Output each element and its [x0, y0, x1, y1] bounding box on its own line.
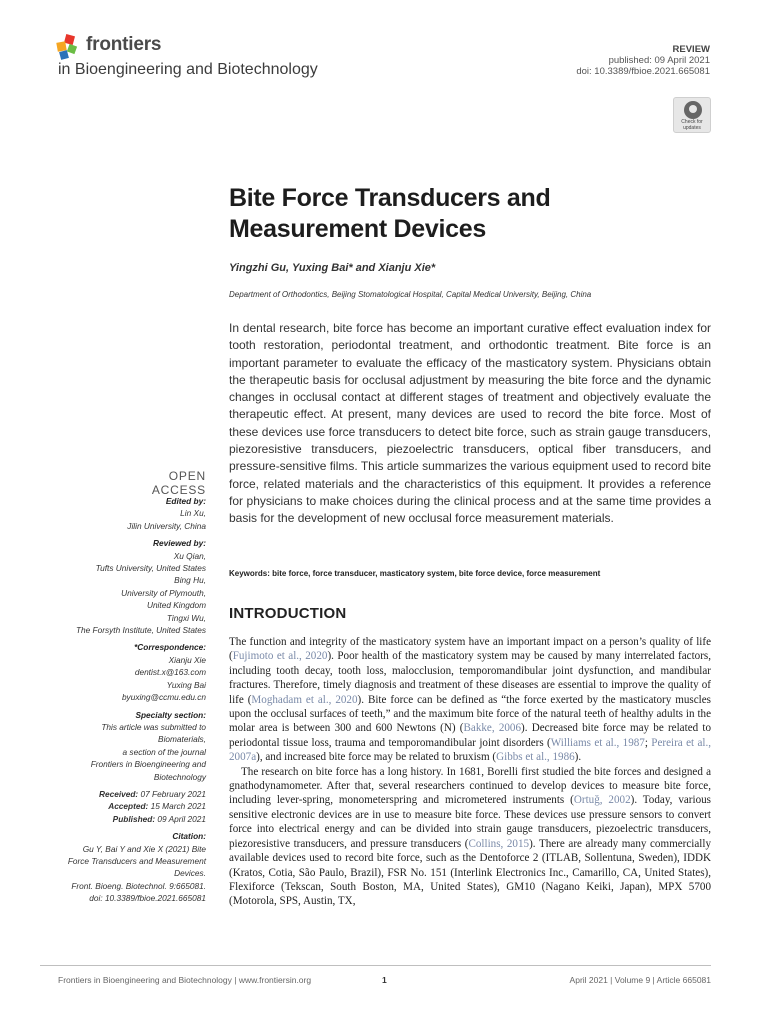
footer-issue-info: April 2021 | Volume 9 | Article 665081 — [569, 975, 711, 985]
citation-link[interactable]: Ortuğ, 2002 — [573, 794, 631, 807]
citation-section — [40, 830, 206, 904]
body-text-run: ; — [644, 736, 652, 749]
article-title: Bite Force Transducers and Measurement Devices — [229, 184, 551, 243]
edited-by-section — [40, 495, 206, 532]
published-label: Published: — [112, 813, 156, 824]
author-list[interactable]: Yingzhi Gu, Yuxing Bai* and Xianju Xie* — [229, 262, 436, 274]
brand-name: frontiers — [86, 34, 162, 55]
reviewer-line: The Forsyth Institute, United States — [75, 625, 206, 636]
correspondence-line: Yuxing Bai — [166, 679, 206, 690]
reviewer-line: Tingxi Wu, — [166, 612, 206, 623]
author-affiliation: Department of Orthodontics, Beijing Stomatological Hospital, Capital Medical University, Beijing, China — [229, 290, 592, 299]
citation-link[interactable]: Moghadam et al., 2020 — [251, 693, 358, 706]
published-date-sidebar — [40, 813, 206, 825]
footer-divider — [40, 965, 711, 966]
reviewer-line: United Kingdom — [146, 600, 206, 611]
reviewer-line: Tufts University, United States — [95, 563, 206, 574]
citation-doi[interactable]: doi: 10.3389/fbioe.2021.665081 — [89, 893, 206, 904]
section-heading: INTRODUCTION — [229, 605, 347, 622]
citation-link[interactable]: Gibbs et al., 1986 — [496, 751, 575, 764]
received-value: 07 February 2021 — [140, 788, 206, 799]
body-text-run: ), and increased bite force may be related to bruxism ( — [256, 751, 497, 764]
body-paragraph — [229, 635, 711, 765]
specialty-label: Specialty section: — [135, 709, 206, 720]
body-text-run: ). Poor health of the masticatory system may be caused by many interrelated factors, including tooth decay, tooth loss, malocclusion, temporomandibular joint dysfunction, and mandibular fractures. Therefore, timely diagnosis and treatment of these diseases are essential to improve the quality of life ( — [229, 650, 711, 706]
article-meta — [576, 44, 710, 77]
article-type: REVIEW — [672, 44, 710, 55]
accepted-value: 15 March 2021 — [150, 801, 206, 812]
reviewer-line: Bing Hu, — [174, 575, 206, 586]
accepted-date — [40, 800, 206, 812]
published-value: 09 April 2021 — [157, 813, 206, 824]
specialty-line: Biomaterials, — [158, 734, 206, 745]
correspondence-email[interactable]: byuxing@ccmu.edu.cn — [121, 692, 206, 703]
body-text-run: ). There are already many commercially available devices used to record bite force, such as the Dentoforce 2 (ITLAB, Sollentuna, Sweden), IDDK (Kratos, Cotia, São Paulo, Brazil), FSR No. 151 (Interlink Electronics Inc., Camarillo, CA, United States), Flexiforce (Tekscan, South Boston, MA, United States), GM10 (Nagano Keiki, Japan), MPX 5700 (Motorola, SPS, Austin, TX, — [229, 837, 711, 908]
article-doi[interactable]: doi: 10.3389/fbioe.2021.665081 — [576, 66, 710, 77]
abstract-text: In dental research, bite force has become an important curative effect evaluation index for tooth restoration, periodontal treatment, and orthodontic treatment. Bite force is an important parameter to evaluate the efficacy of the masticatory system. Physicians obtain the therapeutic basis for occlusal adjustment by measuring the bite force and the dynamic changes in occlusal contact at different stages of treatment and objectively evaluate the therapeutic effect. At present, many devices are used to record the bite force. Most of these devices use force transducers to detect bite force, such as strain gauge transducers, piezoresistive transducers, piezoelectric transducers, optical fiber transducers, and pressure-sensitive films. This article summarizes the various equipment used to record bite force, related materials and the characteristics of this equipment. It provides a reference for physicians to make choices during the clinical process and at the same time provides a basis for the development of new occlusal force measurement materials. — [229, 321, 711, 526]
body-text-run: ). Today, various sensitive electronic devices are in use to measure bite force. These devices use pressure sensors to convert force into electrical energy and can be divided into strain gauge transducers, piezoelectric transducers, piezoresistive transducers, and pressure transducers ( — [229, 794, 711, 850]
updates-icon — [684, 101, 702, 119]
citation-link[interactable]: Williams et al., 1987 — [550, 736, 645, 749]
specialty-line: Frontiers in Bioengineering and — [90, 759, 206, 770]
check-for-updates-button[interactable] — [673, 97, 711, 133]
received-date — [40, 788, 206, 800]
accepted-label: Accepted: — [108, 801, 149, 812]
citation-link[interactable]: Bakke, 2006 — [463, 722, 522, 735]
received-label: Received: — [98, 788, 139, 799]
edited-by-label: Edited by: — [165, 496, 206, 506]
body-paragraph — [229, 765, 711, 909]
specialty-section — [40, 709, 206, 783]
correspondence-line: Xianju Xie — [168, 654, 206, 665]
citation-line: Front. Bioeng. Biotechnol. 9:665081. — [71, 880, 206, 891]
keywords — [229, 569, 711, 578]
published-date: published: 09 April 2021 — [608, 55, 710, 66]
specialty-line: Biotechnology — [153, 771, 206, 782]
body-text-run: ). Bite force can be defined as “the force exerted by the masticatory muscles upon the occlusal surfaces of teeth,” and the maximum bite force of the natural teeth of healthy adults in the molar area is between 300 and 600 Newtons (N) ( — [229, 693, 711, 735]
citation-link[interactable]: Collins, 2015 — [468, 837, 530, 850]
frontiers-logo-icon — [56, 33, 82, 61]
editor-line: Jilin University, China — [127, 520, 206, 531]
citation-label: Citation: — [172, 831, 206, 842]
specialty-line: This article was submitted to — [101, 721, 206, 732]
citation-line: Force Transducers and Measurement — [67, 855, 206, 866]
body-text-run: ). — [574, 751, 582, 764]
keywords-text: bite force, force transducer, masticatory system, bite force device, force measurement — [272, 569, 601, 578]
citation-line: Gu Y, Bai Y and Xie X (2021) Bite — [82, 843, 206, 854]
article-sidebar — [40, 495, 206, 910]
body-text-run: ). Decreased bite force may be related to periodontal tissue loss, trauma and temporomandibular joint disorders ( — [229, 722, 712, 749]
keywords-label: Keywords: — [229, 569, 270, 578]
dates-section — [40, 788, 206, 825]
updates-label: Check for updates — [681, 119, 703, 131]
citation-line: Devices. — [174, 868, 206, 879]
body-text-run: The function and integrity of the masticatory system have an important impact on a person’s quality of life ( — [229, 636, 711, 663]
journal-name: in Bioengineering and Biotechnology — [58, 61, 318, 78]
open-access-label: OPEN ACCESS — [151, 469, 206, 497]
citation-link[interactable]: Fujimoto et al., 2020 — [232, 650, 328, 663]
reviewed-by-label: Reviewed by: — [152, 538, 206, 549]
specialty-line: a section of the journal — [122, 746, 206, 757]
correspondence-email[interactable]: dentist.x@163.com — [134, 667, 206, 678]
reviewed-by-section — [40, 537, 206, 636]
reviewer-line: Xu Qian, — [173, 550, 206, 561]
reviewer-line: University of Plymouth, — [121, 587, 206, 598]
correspondence-label: *Correspondence: — [134, 642, 206, 653]
editor-line: Lin Xu, — [180, 508, 206, 519]
page-number: 1 — [382, 975, 387, 985]
body-text-run: The research on bite force has a long history. In 1681, Borelli first studied the bite forces and designed a gnathodynamometer. After that, several researchers continued to develop devices to measure bite force, including lever-spring, monometerspring and micrometered instruments ( — [229, 765, 711, 807]
body-text — [229, 635, 711, 909]
citation-link[interactable]: Pereira et al., 2007a — [229, 736, 711, 764]
correspondence-section — [40, 641, 206, 703]
footer-journal-link[interactable]: Frontiers in Bioengineering and Biotechnology | www.frontiersin.org — [58, 975, 312, 985]
